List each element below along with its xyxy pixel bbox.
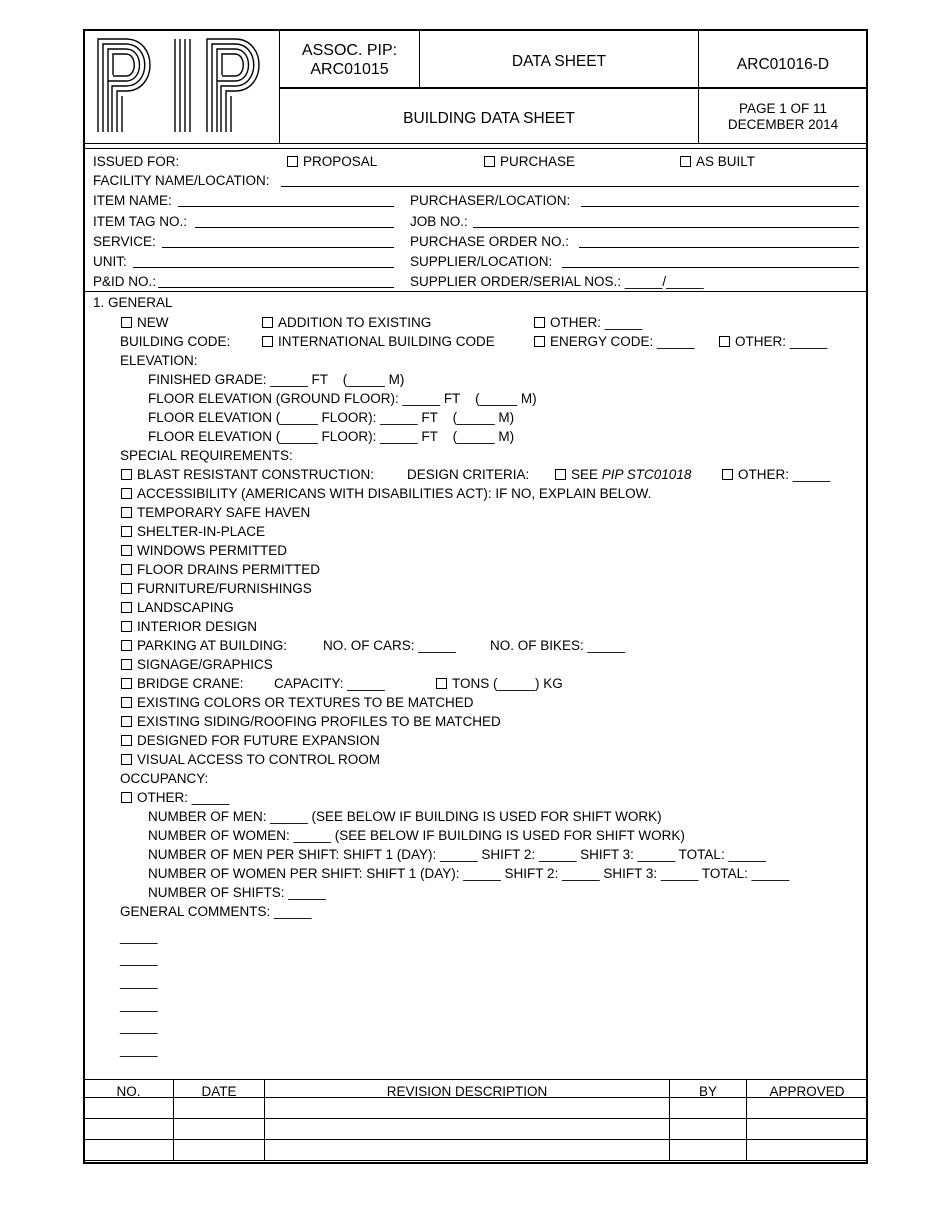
- pip-logo: [96, 37, 272, 133]
- item-tag-label: ITEM TAG NO.:: [93, 214, 188, 229]
- landscaping-label: LANDSCAPING: [137, 600, 234, 615]
- revision-col-by: BY: [698, 1084, 717, 1099]
- header-bottom-rule: [84, 148, 867, 149]
- future-expansion-checkbox[interactable]: [121, 735, 132, 746]
- sheet-type: DATA SHEET: [511, 53, 607, 70]
- special-requirements-label: SPECIAL REQUIREMENTS:: [120, 448, 293, 463]
- doc-number: ARC01016-D: [736, 56, 830, 73]
- men-per-shift-line: NUMBER OF MEN PER SHIFT: SHIFT 1 (DAY): _____ SHIFT 2: _____ SHIFT 3: _____ TOTAL: _____: [148, 847, 766, 862]
- safe-haven-label: TEMPORARY SAFE HAVEN: [137, 505, 311, 520]
- item-name-field[interactable]: [178, 206, 394, 207]
- job-field[interactable]: [473, 227, 859, 228]
- other-checkbox[interactable]: [534, 317, 545, 328]
- revision-col-date: DATE: [201, 1084, 237, 1099]
- visual-access-label: VISUAL ACCESS TO CONTROL ROOM: [137, 752, 381, 767]
- landscaping-checkbox[interactable]: [121, 602, 132, 613]
- interior-design-checkbox[interactable]: [121, 621, 132, 632]
- future-expansion-label: DESIGNED FOR FUTURE EXPANSION: [137, 733, 380, 748]
- pid-label: P&ID NO.:: [93, 274, 157, 289]
- elevation-label: ELEVATION:: [120, 353, 198, 368]
- page-number: PAGE 1 OF 11: [738, 101, 828, 116]
- supplier-label: SUPPLIER/LOCATION:: [410, 254, 553, 269]
- floor-elevation-line: FLOOR ELEVATION (_____ FLOOR): _____ FT (_____ M): [148, 429, 515, 444]
- floor-drains-label: FLOOR DRAINS PERMITTED: [137, 562, 321, 577]
- parking-label: PARKING AT BUILDING:: [137, 638, 288, 653]
- unit-label: UNIT:: [93, 254, 127, 269]
- revision-table-top: [84, 1079, 867, 1080]
- other-code-label: OTHER: _____: [735, 334, 828, 349]
- revision-row-line: [84, 1139, 867, 1140]
- new-label: NEW: [137, 315, 169, 330]
- windows-label: WINDOWS PERMITTED: [137, 543, 287, 558]
- addition-label: ADDITION TO EXISTING: [278, 315, 432, 330]
- tons-label: TONS (_____) KG: [452, 676, 563, 691]
- floor-ground-line: FLOOR ELEVATION (GROUND FLOOR): _____ FT (_____ M): [148, 391, 537, 406]
- job-label: JOB NO.:: [410, 214, 468, 229]
- safe-haven-checkbox[interactable]: [121, 507, 132, 518]
- occupancy-other-label: OTHER: _____: [137, 790, 230, 805]
- revision-col-no: NO.: [116, 1084, 141, 1099]
- issue-date: DECEMBER 2014: [727, 117, 839, 132]
- assoc-value: ARC01015: [310, 61, 389, 78]
- supplier-order-label: SUPPLIER ORDER/SERIAL NOS.: _____/_____: [410, 274, 704, 289]
- general-heading: 1. GENERAL: [93, 295, 173, 310]
- purchaser-label: PURCHASER/LOCATION:: [410, 193, 571, 208]
- colors-checkbox[interactable]: [121, 697, 132, 708]
- header-divider: [279, 87, 867, 89]
- bridge-crane-checkbox[interactable]: [121, 678, 132, 689]
- shift-count-line: NUMBER OF SHIFTS: _____: [148, 885, 326, 900]
- see-label: SEE: [571, 467, 599, 482]
- energy-code-label: ENERGY CODE: _____: [550, 334, 695, 349]
- revision-col-description: REVISION DESCRIPTION: [386, 1084, 548, 1099]
- comment-line[interactable]: _____: [120, 1042, 158, 1057]
- service-label: SERVICE:: [93, 234, 156, 249]
- proposal-label: PROPOSAL: [303, 154, 378, 169]
- po-label: PURCHASE ORDER NO.:: [410, 234, 570, 249]
- item-name-label: ITEM NAME:: [93, 193, 172, 208]
- occupancy-label: OCCUPANCY:: [120, 771, 209, 786]
- general-comments-label: GENERAL COMMENTS: _____: [120, 904, 312, 919]
- building-code-label: BUILDING CODE:: [120, 334, 231, 349]
- blast-label: BLAST RESISTANT CONSTRUCTION:: [137, 467, 375, 482]
- interior-design-label: INTERIOR DESIGN: [137, 619, 258, 634]
- comment-line[interactable]: _____: [120, 974, 158, 989]
- facility-field[interactable]: [281, 186, 859, 187]
- tons-checkbox[interactable]: [436, 678, 447, 689]
- bridge-crane-label: BRIDGE CRANE:: [137, 676, 244, 691]
- shelter-checkbox[interactable]: [121, 526, 132, 537]
- service-field[interactable]: [162, 247, 394, 248]
- cars-field: NO. OF CARS: _____: [323, 638, 456, 653]
- issued-for-label: ISSUED FOR:: [93, 154, 180, 169]
- purchaser-field[interactable]: [581, 206, 859, 207]
- energy-code-checkbox[interactable]: [534, 336, 545, 347]
- purchase-label: PURCHASE: [500, 154, 576, 169]
- men-count-line: NUMBER OF MEN: _____ (SEE BELOW IF BUILDING IS USED FOR SHIFT WORK): [148, 809, 662, 824]
- pid-field[interactable]: [158, 287, 394, 288]
- windows-checkbox[interactable]: [121, 545, 132, 556]
- unit-field[interactable]: [133, 267, 394, 268]
- women-per-shift-line: NUMBER OF WOMEN PER SHIFT: SHIFT 1 (DAY): _____ SHIFT 2: _____ SHIFT 3: _____ TOTAL: _____: [148, 866, 790, 881]
- as-built-label: AS BUILT: [696, 154, 756, 169]
- parking-checkbox[interactable]: [121, 640, 132, 651]
- purchase-checkbox[interactable]: [484, 156, 495, 167]
- comment-line[interactable]: _____: [120, 929, 158, 944]
- assoc-label: ASSOC. PIP:: [301, 42, 398, 59]
- page-title: BUILDING DATA SHEET: [403, 110, 575, 127]
- supplier-field[interactable]: [562, 267, 859, 268]
- other-label: OTHER: _____: [550, 315, 643, 330]
- ibc-label: INTERNATIONAL BUILDING CODE: [278, 334, 495, 349]
- furniture-label: FURNITURE/FURNISHINGS: [137, 581, 312, 596]
- design-criteria-label: DESIGN CRITERIA:: [407, 467, 530, 482]
- po-field[interactable]: [579, 247, 859, 248]
- as-built-checkbox[interactable]: [680, 156, 691, 167]
- accessibility-checkbox[interactable]: [121, 488, 132, 499]
- new-checkbox[interactable]: [121, 317, 132, 328]
- pip-reference: PIP STC01018: [601, 467, 692, 482]
- visual-access-checkbox[interactable]: [121, 754, 132, 765]
- revision-row-line: [84, 1118, 867, 1119]
- occupancy-other-checkbox[interactable]: [121, 792, 132, 803]
- furniture-checkbox[interactable]: [121, 583, 132, 594]
- signage-label: SIGNAGE/GRAPHICS: [137, 657, 273, 672]
- comment-line[interactable]: _____: [120, 1019, 158, 1034]
- floor-drains-checkbox[interactable]: [121, 564, 132, 575]
- accessibility-label: ACCESSIBILITY (AMERICANS WITH DISABILITIES ACT): IF NO, EXPLAIN BELOW.: [137, 486, 652, 501]
- comment-line[interactable]: _____: [120, 997, 158, 1012]
- other-code-checkbox[interactable]: [719, 336, 730, 347]
- bikes-field: NO. OF BIKES: _____: [490, 638, 626, 653]
- item-tag-field[interactable]: [195, 227, 394, 228]
- crane-capacity-field: CAPACITY: _____: [274, 676, 385, 691]
- shelter-label: SHELTER-IN-PLACE: [137, 524, 266, 539]
- facility-label: FACILITY NAME/LOCATION:: [93, 173, 270, 188]
- section-rule: [84, 291, 867, 292]
- addition-checkbox[interactable]: [262, 317, 273, 328]
- siding-checkbox[interactable]: [121, 716, 132, 727]
- other-criteria-checkbox[interactable]: [722, 469, 733, 480]
- signage-checkbox[interactable]: [121, 659, 132, 670]
- finished-grade-line: FINISHED GRADE: _____ FT (_____ M): [148, 372, 405, 387]
- colors-label: EXISTING COLORS OR TEXTURES TO BE MATCHED: [137, 695, 474, 710]
- comment-line[interactable]: _____: [120, 951, 158, 966]
- revision-row-line: [84, 1160, 867, 1161]
- floor-elevation-line: FLOOR ELEVATION (_____ FLOOR): _____ FT (_____ M): [148, 410, 515, 425]
- blast-checkbox[interactable]: [121, 469, 132, 480]
- women-count-line: NUMBER OF WOMEN: _____ (SEE BELOW IF BUILDING IS USED FOR SHIFT WORK): [148, 828, 685, 843]
- header-bottom-rule: [84, 143, 867, 144]
- ibc-checkbox[interactable]: [262, 336, 273, 347]
- see-pip-checkbox[interactable]: [555, 469, 566, 480]
- other-criteria-label: OTHER: _____: [738, 467, 831, 482]
- siding-label: EXISTING SIDING/ROOFING PROFILES TO BE MATCHED: [137, 714, 501, 729]
- revision-col-approved: APPROVED: [769, 1084, 845, 1099]
- proposal-checkbox[interactable]: [287, 156, 298, 167]
